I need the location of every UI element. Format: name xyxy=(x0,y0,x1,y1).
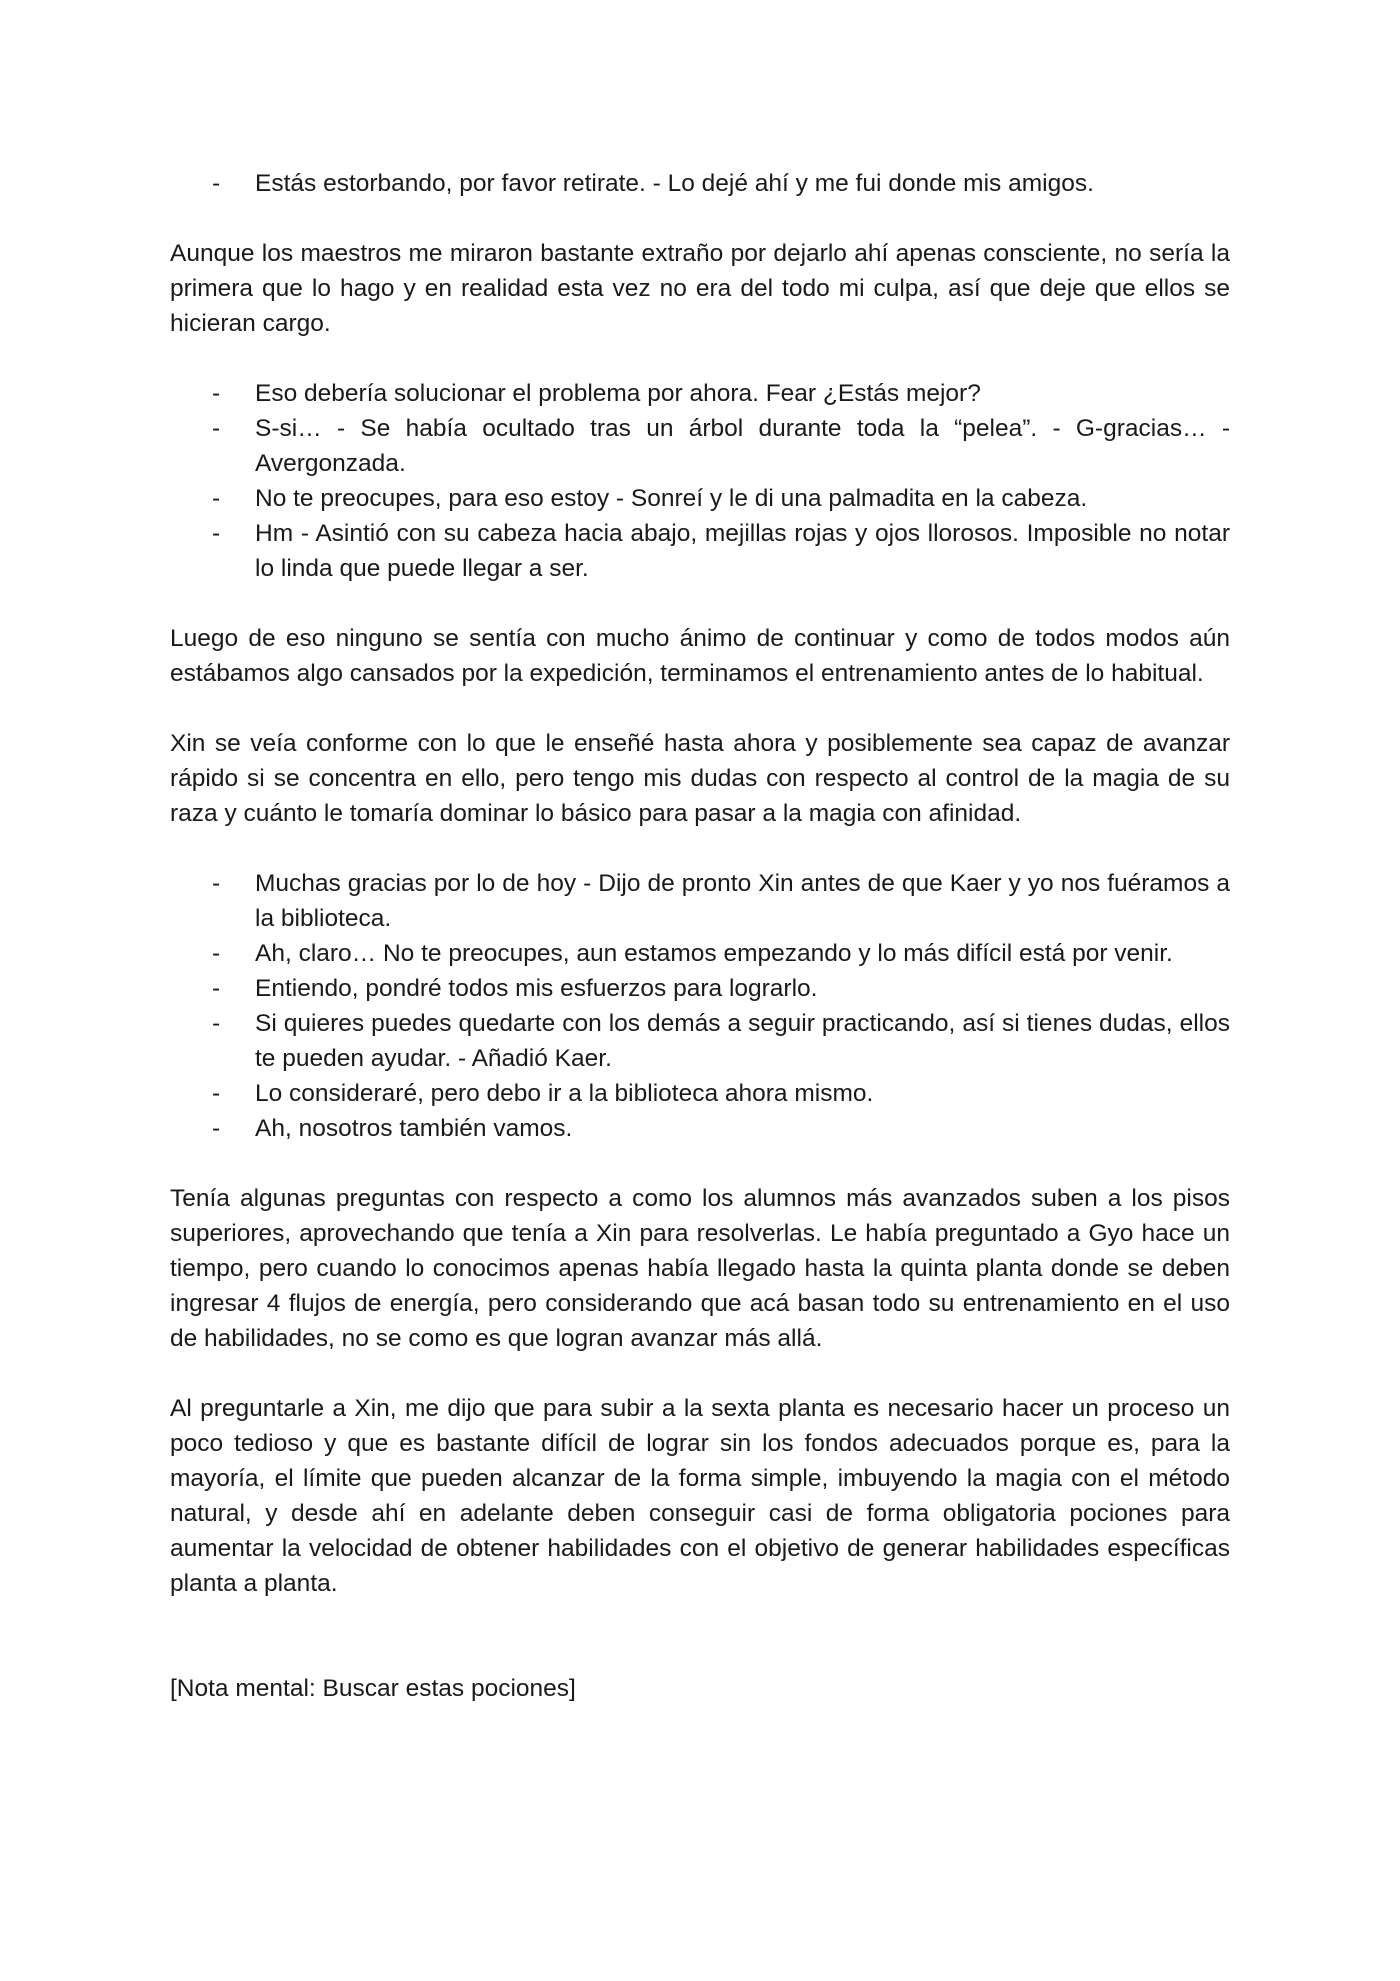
dialogue-list xyxy=(170,866,1230,1146)
dialogue-text: Eso debería solucionar el problema por ahora. Fear ¿Estás mejor? xyxy=(255,380,981,407)
dialogue-line xyxy=(170,376,1230,411)
narrative-paragraph: Xin se veía conforme con lo que le enseñé hasta ahora y posiblemente sea capaz de avanzar rápido si se concentra en ello, pero tengo mis dudas con respecto al control de la magia de su raza y cuánto le tomaría dominar lo básico para pasar a la magia con afinidad. xyxy=(170,730,1230,827)
dialogue-list xyxy=(170,376,1230,586)
narrative-paragraph: Aunque los maestros me miraron bastante extraño por dejarlo ahí apenas consciente, no sería la primera que lo hago y en realidad esta vez no era del todo mi culpa, así que deje que ellos se hicieran cargo. xyxy=(170,240,1230,337)
dash-marker: - xyxy=(212,870,221,897)
dash-marker: - xyxy=(212,380,221,407)
dash-marker: - xyxy=(212,415,221,442)
dash-marker: - xyxy=(212,975,221,1002)
dialogue-line xyxy=(170,166,1230,201)
dash-marker: - xyxy=(212,170,221,197)
dialogue-text: Muchas gracias por lo de hoy - Dijo de pronto Xin antes de que Kaer y yo nos fuéramos a la biblioteca. xyxy=(255,870,1230,932)
dialogue-text: No te preocupes, para eso estoy - Sonreí y le di una palmadita en la cabeza. xyxy=(255,485,1088,512)
narrative-paragraph: Luego de eso ninguno se sentía con mucho ánimo de continuar y como de todos modos aún estábamos algo cansados por la expedición, terminamos el entrenamiento antes de lo habitual. xyxy=(170,625,1230,687)
dialogue-text: Entiendo, pondré todos mis esfuerzos para lograrlo. xyxy=(255,975,818,1002)
dialogue-text: Hm - Asintió con su cabeza hacia abajo, mejillas rojas y ojos llorosos. Imposible no notar lo linda que puede llegar a ser. xyxy=(255,520,1230,582)
mental-note: [Nota mental: Buscar estas pociones] xyxy=(170,1675,576,1702)
narrative-paragraph: Al preguntarle a Xin, me dijo que para subir a la sexta planta es necesario hacer un proceso un poco tedioso y que es bastante difícil de lograr sin los fondos adecuados porque es, para la mayoría, el límite que pueden alcanzar de la forma simple, imbuyendo la magia con el método natural, y desde ahí en adelante deben conseguir casi de forma obligatoria pociones para aumentar la velocidad de obtener habilidades con el objetivo de generar habilidades específicas planta a planta. xyxy=(170,1395,1230,1597)
dialogue-line xyxy=(170,516,1230,586)
dialogue-line xyxy=(170,1006,1230,1076)
dash-marker: - xyxy=(212,485,221,512)
narrative-paragraph: Tenía algunas preguntas con respecto a como los alumnos más avanzados suben a los pisos superiores, aprovechando que tenía a Xin para resolverlas. Le había preguntado a Gyo hace un tiempo, pero cuando lo conocimos apenas había llegado hasta la quinta planta donde se deben ingresar 4 flujos de energía, pero considerando que acá basan todo su entrenamiento en el uso de habilidades, no se como es que logran avanzar más allá. xyxy=(170,1185,1230,1352)
dash-marker: - xyxy=(212,1010,221,1037)
dash-marker: - xyxy=(212,520,221,547)
dialogue-text: Ah, claro… No te preocupes, aun estamos empezando y lo más difícil está por venir. xyxy=(255,940,1173,967)
dialogue-text: Si quieres puedes quedarte con los demás a seguir practicando, así si tienes dudas, ellos te pueden ayudar. - Añadió Kaer. xyxy=(255,1010,1230,1072)
dialogue-line xyxy=(170,411,1230,481)
dialogue-text: Estás estorbando, por favor retirate. - Lo dejé ahí y me fui donde mis amigos. xyxy=(255,170,1094,197)
dialogue-line xyxy=(170,1076,1230,1111)
dash-marker: - xyxy=(212,940,221,967)
dash-marker: - xyxy=(212,1080,221,1107)
dialogue-line xyxy=(170,971,1230,1006)
document-page xyxy=(170,166,1230,1741)
dialogue-text: Ah, nosotros también vamos. xyxy=(255,1115,573,1142)
dialogue-line xyxy=(170,481,1230,516)
dialogue-list xyxy=(170,166,1230,201)
dialogue-line xyxy=(170,866,1230,936)
dialogue-text: S-si… - Se había ocultado tras un árbol durante toda la “pelea”. - G-gracias… - Avergonzada. xyxy=(255,415,1230,477)
dash-marker: - xyxy=(212,1115,221,1142)
dialogue-line xyxy=(170,936,1230,971)
dialogue-text: Lo consideraré, pero debo ir a la biblioteca ahora mismo. xyxy=(255,1080,874,1107)
dialogue-line xyxy=(170,1111,1230,1146)
